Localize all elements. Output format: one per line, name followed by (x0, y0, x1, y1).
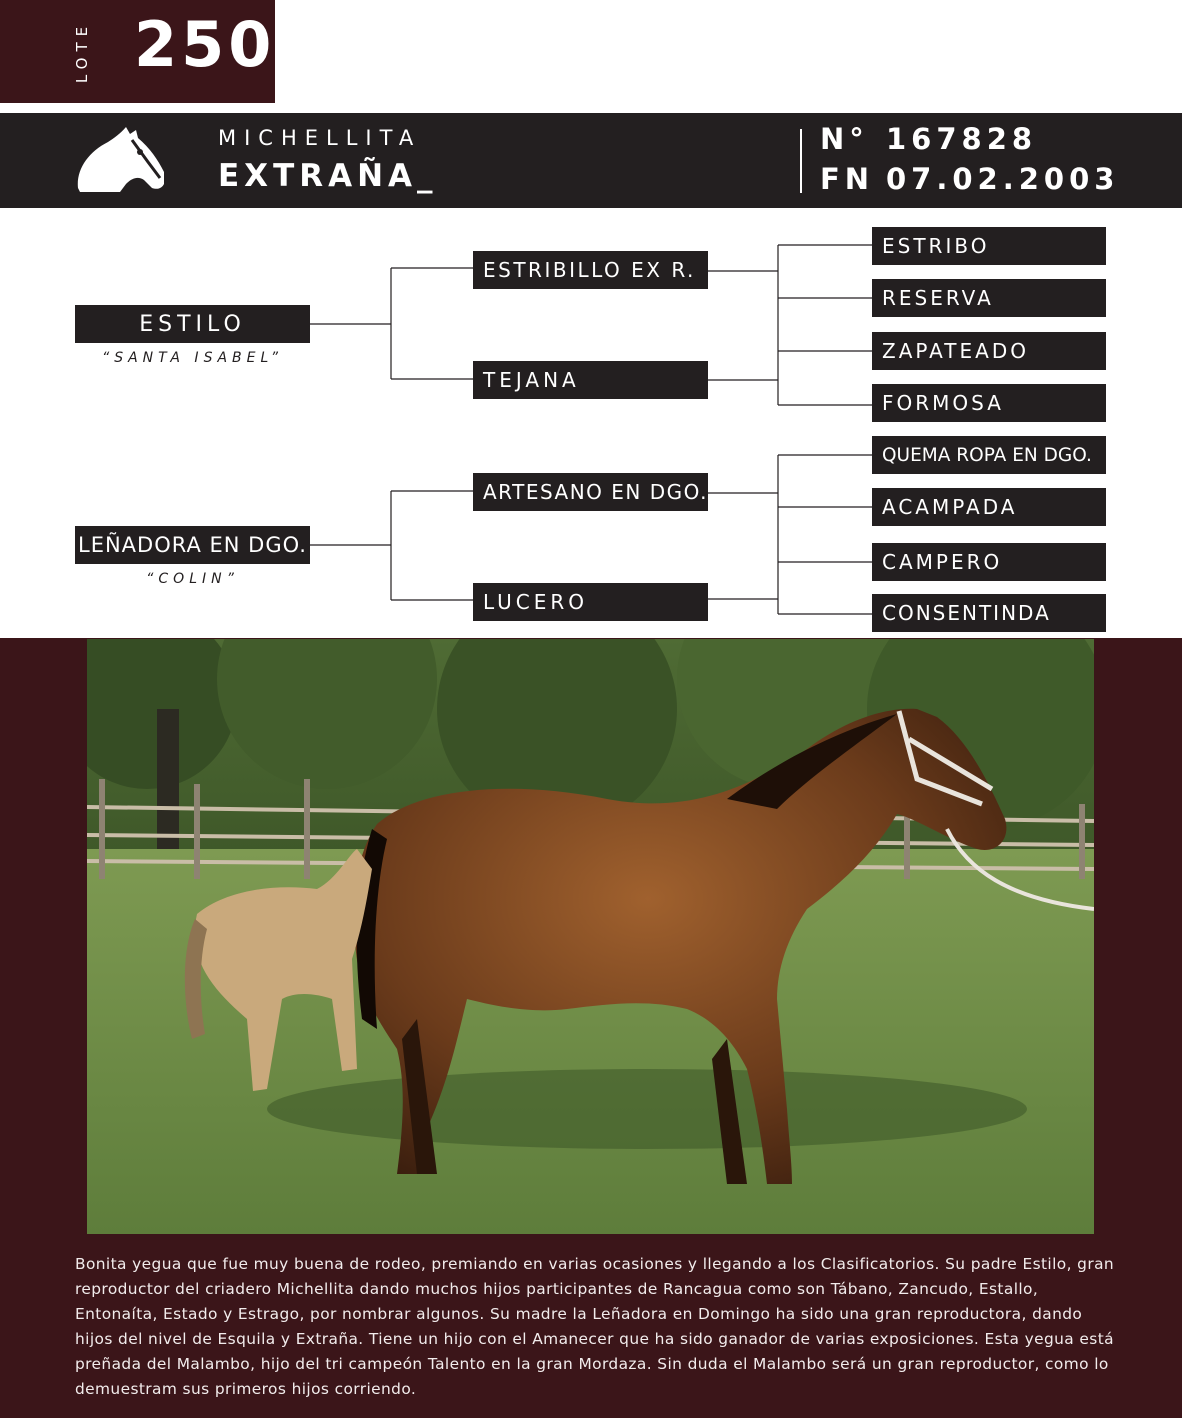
description-text: Bonita yegua que fue muy buena de rodeo, premiando en varias ocasiones y llegando a los Clasificatorios. Su padre Estilo, gran reproductor del criadero Michellita dando muchos hijos participantes de Rancagua como son Tábano, Zancudo, Estallo, Entonaíta, Estado y Estrago, por nombrar algunos. Su madre la Leñadora en Domingo ha sido una gran reproductora, dando hijos del nivel de Esquila y Extraña. Tiene un hijo con el Amanecer que ha sido ganador de varias exposiciones. Esta yegua está preñada del Malambo, hijo del tri campeón Talento en la gran Mordaza. Sin duda el Malambo será un gran reproductor, como lo demuestram sus primeros hijos corriendo. (75, 1255, 1115, 1398)
great-grandparent-name: ACAMPADA (882, 495, 1018, 519)
grandparent-box (473, 473, 708, 511)
great-grandparent-box (872, 279, 1106, 317)
great-grandparent-box (872, 543, 1106, 581)
great-grandparent-name: CONSENTINDA (882, 601, 1051, 625)
grandparent-box (473, 583, 708, 621)
great-grandparent-box (872, 594, 1106, 632)
great-grandparent-box (872, 384, 1106, 422)
grandparent-name: LUCERO (483, 590, 589, 614)
great-grandparent-name: QUEMA ROPA EN DGO. (882, 444, 1092, 466)
great-grandparent-box (872, 436, 1106, 474)
great-grandparent-box (872, 332, 1106, 370)
sire-box (75, 305, 310, 343)
great-grandparent-name: ESTRIBO (882, 234, 990, 258)
horse-name-line2: EXTRAÑA_ (218, 158, 438, 194)
grandparent-box (473, 361, 708, 399)
grandparent-box (473, 251, 708, 289)
registration-line (820, 122, 1038, 156)
dam-name: LEÑADORA EN DGO. (78, 533, 307, 557)
registration-label: N° (820, 122, 869, 156)
sire-name: ESTILO (139, 311, 246, 337)
lote-label: LOTE (73, 20, 91, 83)
horse-name-line1: MICHELLITA (218, 126, 422, 150)
dam-breeder: “COLIN” (146, 571, 239, 587)
great-grandparent-name: CAMPERO (882, 550, 1003, 574)
horse-name-bar (0, 113, 1182, 208)
pedigree-chart (0, 208, 1182, 638)
grandparent-name: TEJANA (483, 368, 580, 392)
sire-breeder: “SANTA ISABEL” (101, 350, 284, 366)
grandparent-name: ARTESANO EN DGO. (483, 480, 708, 504)
great-grandparent-box (872, 488, 1106, 526)
lote-number: 250 (134, 8, 276, 81)
grandparent-name: ESTRIBILLO EX R. (483, 258, 696, 282)
registration-number: 167828 (886, 122, 1038, 156)
photo-section (0, 638, 1182, 1418)
dam-box (75, 526, 310, 564)
lote-badge (0, 0, 275, 103)
great-grandparent-box (872, 227, 1106, 265)
great-grandparent-name: FORMOSA (882, 391, 1004, 415)
horse-head-icon (74, 126, 166, 192)
birth-date-line (820, 162, 1120, 196)
header-divider (800, 129, 802, 193)
birth-date: 07.02.2003 (886, 162, 1120, 196)
horse-photo (87, 639, 1094, 1234)
great-grandparent-name: ZAPATEADO (882, 339, 1029, 363)
great-grandparent-name: RESERVA (882, 286, 994, 310)
birth-date-label: FN (820, 162, 875, 196)
